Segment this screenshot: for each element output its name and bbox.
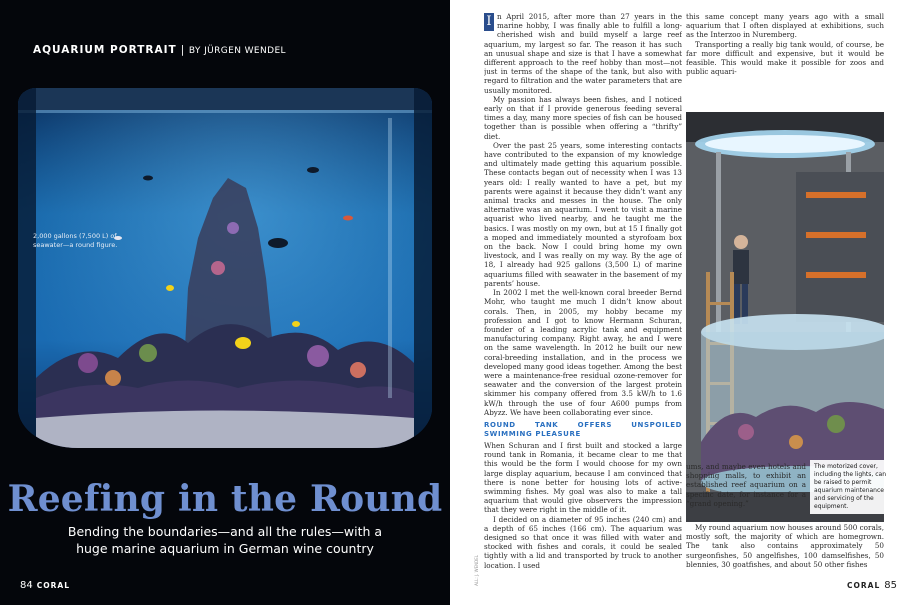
paragraph: My round aquarium now houses around 500 corals, mostly soft, the majority of which are homegrown. The tank also contains approximately 50 surgeonfishes, 50 angelfishes, 100 damselfishes, 50 blennies, 30 goatfishes, and about 50 other fishes [686, 523, 884, 569]
subtitle-line-2: huge marine aquarium in German wine country [76, 541, 374, 556]
text-column-3 [686, 462, 806, 530]
photo-credit: ALL: J. WENDEL [474, 555, 479, 586]
photo-caption: 2,000 gallons (7,500 L) of seawater—a round figure. [33, 232, 118, 249]
magazine-name-left: CORAL [36, 581, 70, 590]
dropcap: I [484, 13, 494, 31]
paragraph: Over the past 25 years, some interesting contacts have contributed to the expansion of my knowledge and ultimately made getting this aquarium possible. These contacts began out of necessity when I was 13 years old: I really wanted to have a pet, but my parents were against it because they didn’t want any animal tracks and messes in the house. The only alternative was an aquarium. I went to visit a marine aquarist who lived nearby, and he taught me the basics. I was mostly on my own, but at 15 I finally got a moped and immediately mounted a styrofoam box on the back. Now I could bring home my own livestock, and I was really on my way. By the age of 18, I already had 925 gallons (3,500 L) of marine aquariums filled with seawater in the basement of my parents’ house. [484, 140, 682, 288]
text-column-1 [484, 12, 682, 592]
article-title: Reefing in the Round [7, 478, 443, 520]
paragraph: ums, and maybe even hotels and shopping malls, to exhibit an established reef aquarium on a specific date, for instance for a “grand opening.” [686, 462, 806, 508]
article-subtitle [0, 523, 450, 557]
text-column-4 [686, 523, 884, 583]
page-footer-right [843, 580, 897, 591]
section-header [33, 44, 286, 56]
header-divider: | [180, 44, 185, 56]
section-label: AQUARIUM PORTRAIT [33, 44, 177, 56]
page-number-left: 84 [20, 580, 33, 591]
paragraph: In 2002 I met the well-known coral breeder Bernd Mohr, who taught me much I didn’t know about corals. Then, in 2005, my hobby became my profession and I got to know Hermann Schuran, founder of a leading acrylic tank and equipment manufacturing company. Right away, he and I were on the same wavelength. In 2012 he built our new coral-breeding installation, and in the process we developed many good ideas together. Among the best were a maintenance-free residual ozone-remover for seawater and the conversion of the largest protein skimmer his company offered from 3.5 kW/h to 1.6 kW/h through the use of four A600 pumps from Abyzz. We have been collaborating ever since. [484, 288, 682, 417]
paragraph: I decided on a diameter of 95 inches (240 cm) and a depth of 65 inches (166 cm). The aquarium was designed so that once it was filled with water and stocked with fishes and corals, it could be sealed tightly with a lid and transported by truck to another location. I used [484, 514, 682, 570]
paragraph: Transporting a really big tank would, of course, be far more difficult and expensive, but it would be feasible. This would make it possible for zoos and public aquari- [686, 39, 884, 77]
aquarium-photo [18, 88, 432, 448]
byline: BY JÜRGEN WENDEL [188, 46, 286, 56]
subheading: ROUND TANK OFFERS UNSPOILED SWIMMING PLEASURE [484, 420, 682, 438]
paragraph: I n April 2015, after more than 27 years in the marine hobby, I was finally able to fulfill a long-cherished wish and build myself a large reef aquarium, my largest so far. The reason it has such an unusual shape and size is that I have a somewhat different approach to the reef hobby than most—not just in terms of the shape of the tank, but also with regard to filtration and the water parameters that are usually monitored. [484, 12, 682, 95]
page-number-right: 85 [884, 580, 897, 591]
subtitle-line-1: Bending the boundaries—and all the rules—with a [67, 524, 383, 539]
text-column-2 [686, 12, 884, 108]
paragraph: My passion has always been fishes, and I noticed early on that if I provide generous feeding several times a day, many more species of fish can be housed together than is possible when offering a “thrifty” diet. [484, 94, 682, 141]
paragraph: this same concept many years ago with a small aquarium that I often displayed at exhibitions, such as the Interzoo in Nuremberg. [686, 12, 884, 40]
magazine-name-right: CORAL [847, 581, 881, 590]
page-footer-left [20, 580, 74, 591]
paragraph: When Schuran and I first built and stocked a large round tank in Romania, it became clear to me that this would be the form I would choose for my own large display aquarium, because I am convinced that there is none better for housing lots of active-swimming fishes. My goal was also to make a tall aquarium that would give observers the impression that they were right in the middle of it. [484, 440, 682, 515]
photo-caption-right: The motorized cover, including the lights, can be raised to permit aquarium maintenance and servicing of the equipment. [810, 460, 890, 514]
